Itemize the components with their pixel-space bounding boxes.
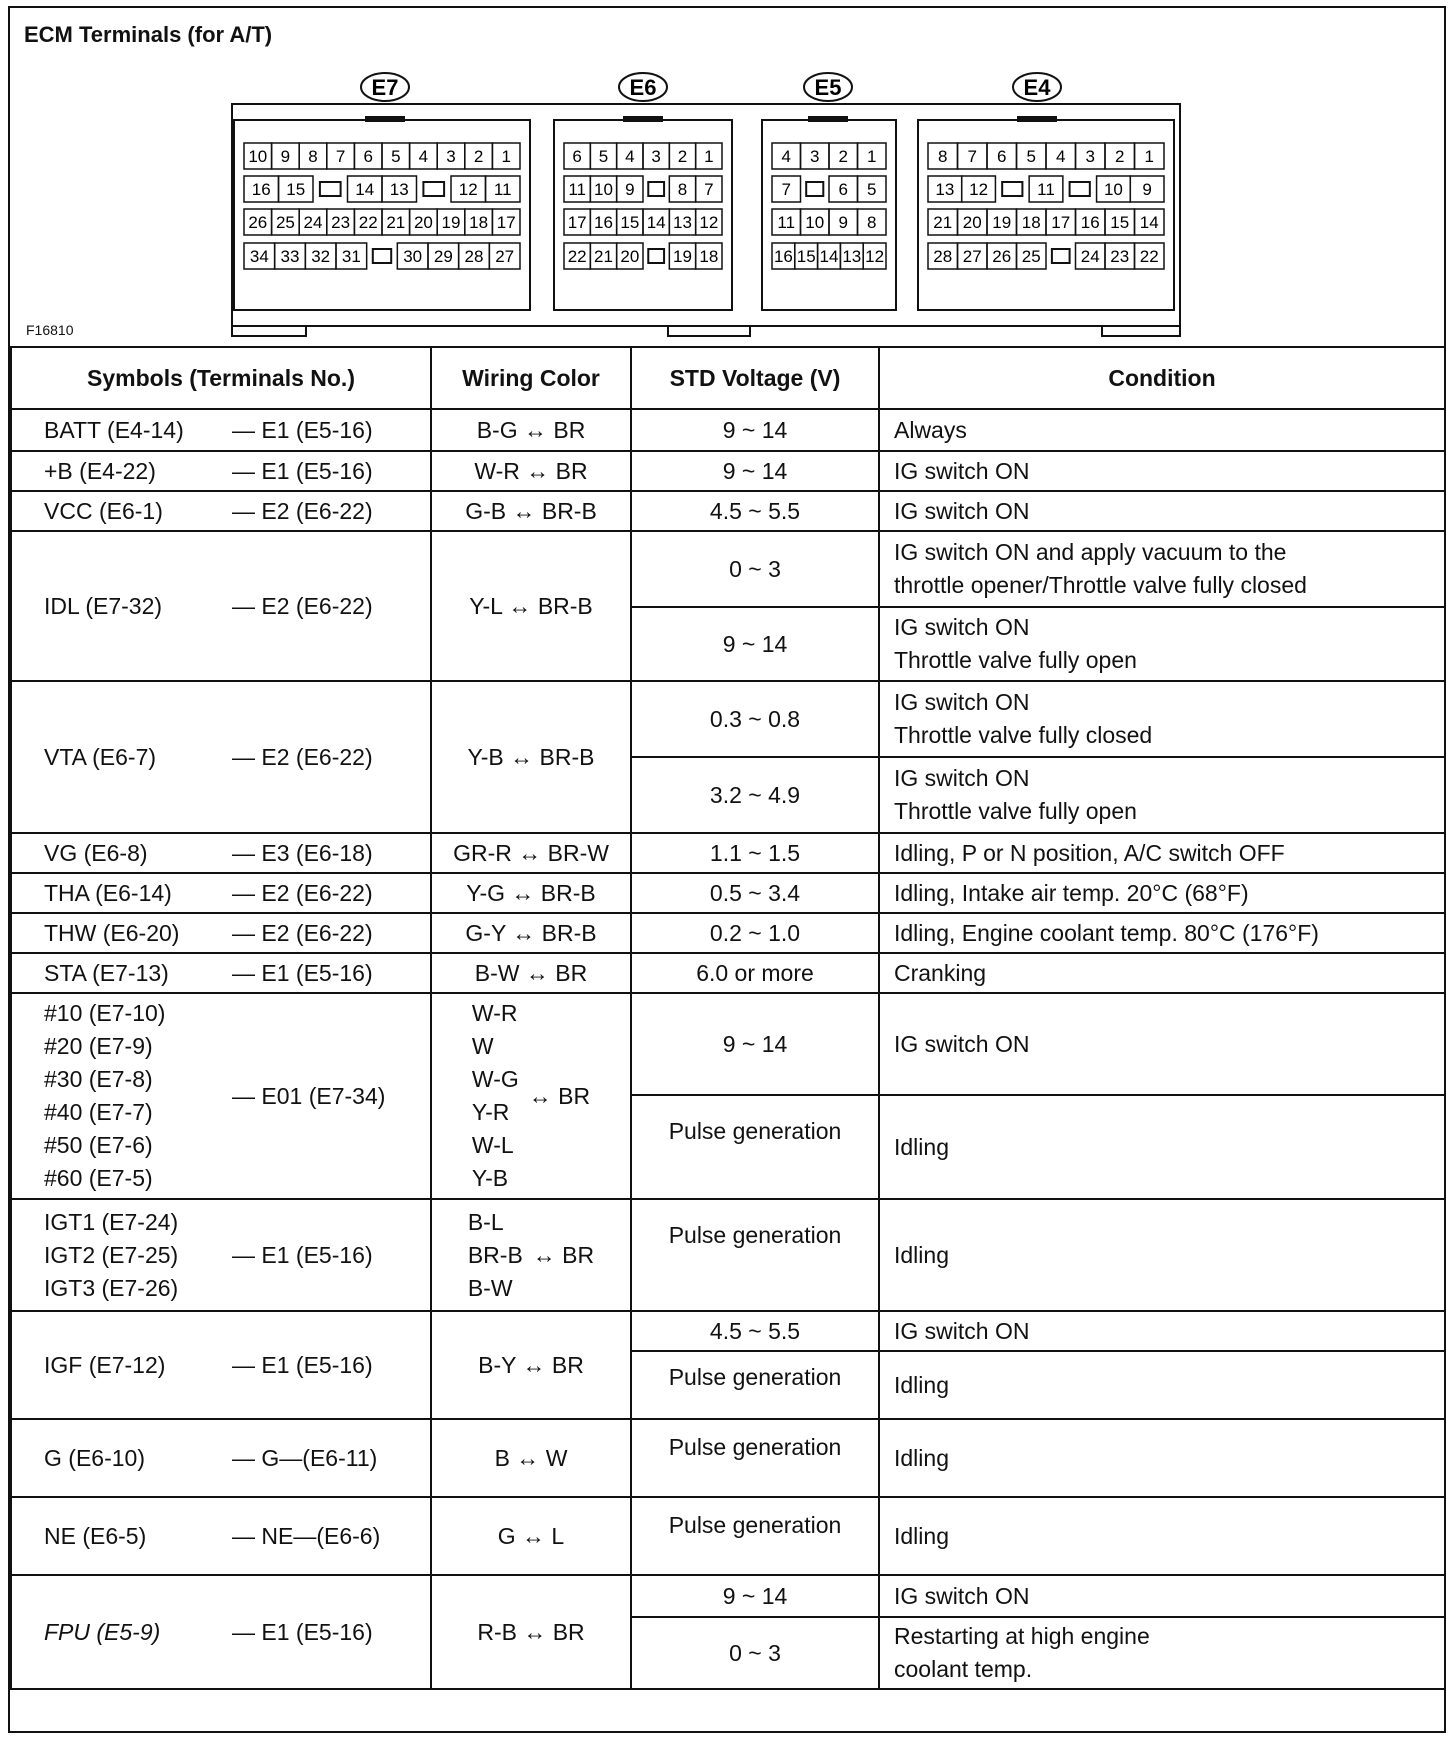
std-voltage-cell (631, 1497, 879, 1575)
symbol-ground: — E01 (E7-34) (232, 1082, 386, 1109)
std-voltage-cell: 0.2 ~ 1.0 (631, 913, 879, 953)
symbol-terminal: IGT1 (E7-24) IGT2 (E7-25) IGT3 (E7-26) (44, 1208, 179, 1301)
condition-cell: IG switch ON (879, 1311, 1445, 1351)
connector-pin-number: 6 (363, 147, 373, 166)
connector-pin-number: 17 (567, 213, 587, 232)
condition-cell: IG switch ON and apply vacuum to the throttle opener/Throttle valve fully closed (879, 531, 1445, 607)
std-voltage-text: Pulse generation (668, 1434, 842, 1460)
connector-pin-number: 17 (496, 213, 516, 232)
std-voltage-text: Pulse generation (668, 1364, 842, 1390)
symbol-terminal: STA (E7-13) (44, 959, 169, 986)
connector-pin-number: 6 (997, 147, 1007, 166)
connector-pin-number: 9 (1142, 180, 1152, 199)
condition-cell: Idling (879, 1095, 1445, 1199)
connector-pin-number: 24 (303, 213, 323, 232)
symbol-cell (11, 833, 431, 873)
connector-pin-number: 5 (598, 147, 609, 166)
symbol-ground: — E2 (E6-22) (232, 743, 373, 770)
connector-pin-number: 19 (441, 213, 461, 232)
connector-pin-number: 28 (933, 247, 953, 266)
condition-cell: IG switch ON (879, 451, 1445, 491)
connector-pin-number: 24 (1080, 247, 1100, 266)
connector-pin-blank (320, 182, 341, 196)
wiring-color-cell: G-B ↔ BR-B (431, 491, 631, 531)
condition-cell: Idling, Engine coolant temp. 80°C (176°F) (879, 913, 1445, 953)
connector-pin-number: 12 (458, 180, 478, 199)
connector-key (365, 116, 405, 122)
connector-pin-number: 2 (838, 147, 848, 166)
wiring-color-cell (431, 1199, 631, 1311)
symbol-ground: — E1 (E5-16) (232, 959, 373, 986)
symbol-cell (11, 451, 431, 491)
table-row (11, 913, 1445, 953)
figure-id: F16810 (26, 322, 74, 338)
connector-pin-number: 19 (673, 247, 692, 266)
condition-cell: IG switch ON (879, 993, 1445, 1095)
symbol-terminal: FPU (E5-9) (44, 1618, 161, 1645)
wiring-color-cell: Y-B ↔ BR-B (431, 681, 631, 833)
connector-pin-number: 25 (275, 213, 295, 232)
connector-pin-number: 23 (331, 213, 351, 232)
table-row (11, 491, 1445, 531)
symbol-cell (11, 873, 431, 913)
std-voltage-cell (631, 1351, 879, 1419)
connector-pin-number: 21 (933, 213, 953, 232)
connector-pin-number: 26 (248, 213, 268, 232)
symbol-cell (11, 1199, 431, 1311)
connector-pin-number: 10 (248, 147, 268, 166)
std-voltage-cell: 9 ~ 14 (631, 993, 879, 1095)
symbol-cell (11, 1575, 431, 1689)
condition-cell: IG switch ON Throttle valve fully open (879, 607, 1445, 681)
connector-pin-blank (648, 249, 664, 263)
connector-pin-number: 11 (568, 180, 586, 199)
connector-latch (232, 326, 306, 336)
table-row (11, 1419, 1445, 1497)
condition-cell: Idling (879, 1419, 1445, 1497)
connector-pin-number: 2 (1115, 147, 1125, 166)
symbol-terminal: G (E6-10) (44, 1444, 145, 1471)
table-row (11, 833, 1445, 873)
connector-pin-number: 2 (473, 147, 484, 166)
connector-pin-number: 15 (796, 247, 816, 266)
connector-pin-number: 10 (1103, 180, 1123, 199)
connector-pin-number: 11 (777, 213, 796, 232)
wiring-color-cell: B-Y ↔ BR (431, 1311, 631, 1419)
connector-pin-number: 3 (651, 147, 661, 166)
connector-pin-number: 15 (620, 213, 640, 232)
connector-pin-number: 22 (358, 213, 378, 232)
connector-pin-number: 12 (969, 180, 989, 199)
table-row (11, 953, 1445, 993)
connector-key (623, 116, 663, 122)
connector-label: E4 (1023, 75, 1051, 100)
symbol-terminal: THA (E6-14) (44, 879, 172, 906)
connector-pin-number: 8 (938, 147, 948, 166)
wiring-color-cell: B-G ↔ BR (431, 409, 631, 451)
symbol-terminal: VG (E6-8) (44, 839, 148, 866)
connector-pin-number: 1 (704, 147, 714, 166)
connector-pin-number: 3 (1085, 147, 1095, 166)
connector-key (1017, 116, 1057, 122)
symbol-cell (11, 993, 431, 1199)
table-row (11, 681, 1445, 757)
connector-pin-number: 4 (418, 147, 429, 166)
connector-pin-number: 4 (781, 147, 791, 166)
connector-pin-number: 30 (403, 247, 423, 266)
wiring-color-cell (431, 993, 631, 1199)
connector-pin-number: 11 (493, 180, 512, 199)
connector-pin-number: 14 (1139, 213, 1159, 232)
std-voltage-cell: 0.3 ~ 0.8 (631, 681, 879, 757)
std-voltage-cell: 9 ~ 14 (631, 1575, 879, 1617)
connector-pin-number: 18 (1021, 213, 1041, 232)
header-condition: Condition (879, 347, 1445, 409)
std-voltage-cell: 1.1 ~ 1.5 (631, 833, 879, 873)
std-voltage-cell: 0 ~ 3 (631, 531, 879, 607)
connector-pin-number: 8 (308, 147, 318, 166)
table-row (11, 873, 1445, 913)
connector-pin-number: 2 (677, 147, 688, 166)
connector-pin-number: 20 (413, 213, 433, 232)
condition-cell: IG switch ON Throttle valve fully open (879, 757, 1445, 833)
std-voltage-text: Pulse generation (668, 1222, 842, 1248)
std-voltage-cell: 0 ~ 3 (631, 1617, 879, 1689)
connector-pin-number: 34 (249, 247, 269, 266)
connector-pin-number: 14 (355, 180, 375, 199)
symbol-cell (11, 953, 431, 993)
connector-pin-number: 25 (1021, 247, 1041, 266)
connector-key (808, 116, 848, 122)
connector-pin-number: 1 (1144, 147, 1154, 166)
connector-pin-number: 28 (464, 247, 484, 266)
condition-cell: Idling (879, 1199, 1445, 1311)
condition-cell: Idling (879, 1497, 1445, 1575)
condition-cell: IG switch ON Throttle valve fully closed (879, 681, 1445, 757)
condition-cell: IG switch ON (879, 1575, 1445, 1617)
connector-pin-number: 22 (567, 247, 587, 266)
connector-label: E6 (629, 75, 657, 100)
connector-pin-number: 15 (286, 180, 306, 199)
connector-diagram (10, 8, 1444, 346)
std-voltage-cell (631, 1419, 879, 1497)
table-row (11, 1199, 1445, 1311)
connector-pin-number: 13 (673, 213, 692, 232)
connector-pin-number: 4 (1056, 147, 1066, 166)
symbol-cell (11, 491, 431, 531)
header-symbols: Symbols (Terminals No.) (11, 347, 431, 409)
connector-pin-number: 5 (1026, 147, 1036, 166)
wiring-color-common: ↔ BR (528, 1082, 591, 1109)
connector-pin-number: 4 (625, 147, 635, 166)
symbol-terminal: THW (E6-20) (44, 919, 180, 946)
std-voltage-cell: 9 ~ 14 (631, 409, 879, 451)
connector-latch (668, 326, 750, 336)
connector-pin-number: 6 (572, 147, 582, 166)
connector-pin-blank (648, 182, 664, 196)
connector-pin-number: 26 (992, 247, 1012, 266)
table-row (11, 451, 1445, 491)
connector-pin-number: 15 (1110, 213, 1130, 232)
connector-pin-number: 13 (935, 180, 955, 199)
condition-cell: Idling, P or N position, A/C switch OFF (879, 833, 1445, 873)
connector-pin-number: 7 (704, 180, 714, 199)
connector-pin-number: 31 (341, 247, 361, 266)
connector-pin-number: 14 (819, 247, 839, 266)
std-voltage-cell (631, 1095, 879, 1199)
connector-pin-number: 1 (501, 147, 511, 166)
table-row (11, 1497, 1445, 1575)
connector-pin-number: 12 (865, 247, 885, 266)
symbol-terminal: VTA (E6-7) (44, 743, 157, 770)
std-voltage-cell: 9 ~ 14 (631, 607, 879, 681)
table-row (11, 1575, 1445, 1617)
connector-pin-number: 18 (469, 213, 489, 232)
wiring-color-cell: R-B ↔ BR (431, 1575, 631, 1689)
wiring-color-cell: G ↔ L (431, 1497, 631, 1575)
connector-pin-number: 11 (1037, 180, 1055, 199)
symbol-terminal: NE (E6-5) (44, 1522, 147, 1549)
symbol-cell (11, 1419, 431, 1497)
connector-pin-number: 7 (335, 147, 346, 166)
connector-diagram-area (10, 8, 1444, 346)
table-row (11, 409, 1445, 451)
symbol-terminal: IDL (E7-32) (44, 592, 163, 619)
connector-pin-number: 16 (251, 180, 271, 199)
wiring-color-cell: G-Y ↔ BR-B (431, 913, 631, 953)
std-voltage-cell: 4.5 ~ 5.5 (631, 1311, 879, 1351)
symbol-ground: — E1 (E5-16) (232, 1241, 373, 1268)
connector-pin-number: 32 (311, 247, 331, 266)
symbol-ground: — E3 (E6-18) (232, 839, 373, 866)
connector-pin-number: 5 (391, 147, 401, 166)
connector-pin-number: 10 (594, 180, 613, 199)
connector-pin-number: 8 (677, 180, 688, 199)
wiring-color-cell: B-W ↔ BR (431, 953, 631, 993)
std-voltage-cell (631, 1199, 879, 1311)
connector-pin-number: 8 (867, 213, 877, 232)
symbol-cell (11, 1497, 431, 1575)
page-title: ECM Terminals (for A/T) (24, 22, 273, 47)
condition-cell: Restarting at high engine coolant temp. (879, 1617, 1445, 1689)
symbol-ground: — E1 (E5-16) (232, 416, 373, 443)
condition-cell: Idling (879, 1351, 1445, 1419)
connector-pin-number: 1 (867, 147, 877, 166)
connector-pin-number: 21 (386, 213, 406, 232)
std-voltage-cell: 9 ~ 14 (631, 451, 879, 491)
symbol-terminal: BATT (E4-14) (44, 416, 184, 443)
connector-pin-number: 17 (1051, 213, 1071, 232)
symbol-ground: — E2 (E6-22) (232, 497, 373, 524)
connector-pin-number: 33 (280, 247, 300, 266)
connector-pin-number: 13 (842, 247, 862, 266)
connector-pin-blank (806, 182, 823, 196)
symbol-terminal: IGF (E7-12) (44, 1351, 166, 1378)
condition-cell: IG switch ON (879, 491, 1445, 531)
connector-pin-number: 14 (646, 213, 666, 232)
symbol-ground: — E2 (E6-22) (232, 919, 373, 946)
ecm-terminal-table (10, 346, 1446, 1690)
document-frame (8, 6, 1446, 1733)
symbol-terminal: +B (E4-22) (44, 457, 156, 484)
connector-pin-number: 23 (1110, 247, 1130, 266)
connector-pin-blank (1002, 182, 1022, 196)
header-wiring-color: Wiring Color (431, 347, 631, 409)
connector-pin-number: 7 (967, 147, 977, 166)
wiring-color-cell: B ↔ W (431, 1419, 631, 1497)
connector-pin-number: 6 (838, 180, 848, 199)
symbol-cell (11, 409, 431, 451)
connector-pin-number: 7 (781, 180, 791, 199)
connector-pin-number: 27 (962, 247, 982, 266)
connector-pin-number: 16 (594, 213, 613, 232)
table-row (11, 1311, 1445, 1351)
wiring-color-cell: W-R ↔ BR (431, 451, 631, 491)
table-row (11, 993, 1445, 1095)
wiring-color-common: ↔ BR (532, 1241, 595, 1268)
std-voltage-cell: 6.0 or more (631, 953, 879, 993)
connector-pin-blank (1070, 182, 1090, 196)
connector-pin-number: 20 (962, 213, 982, 232)
symbol-ground: — E1 (E5-16) (232, 1351, 373, 1378)
connector-latch (1102, 326, 1180, 336)
connector-pin-number: 20 (620, 247, 640, 266)
connector-pin-number: 27 (495, 247, 515, 266)
wiring-color-cell: Y-G ↔ BR-B (431, 873, 631, 913)
wiring-color-list: B-L BR-B B-W (467, 1208, 523, 1301)
connector-pin-number: 13 (389, 180, 409, 199)
connector-pin-number: 18 (699, 247, 719, 266)
symbol-cell (11, 913, 431, 953)
std-voltage-cell: 3.2 ~ 4.9 (631, 757, 879, 833)
connector-pin-blank (373, 249, 391, 263)
std-voltage-text: Pulse generation (668, 1512, 842, 1538)
connector-pin-number: 16 (1080, 213, 1100, 232)
connector-pin-number: 16 (773, 247, 793, 266)
symbol-ground: — E2 (E6-22) (232, 879, 373, 906)
symbol-ground: — E1 (E5-16) (232, 1618, 373, 1645)
table-row (11, 531, 1445, 607)
wiring-color-cell: GR-R ↔ BR-W (431, 833, 631, 873)
symbol-terminal: #10 (E7-10) #20 (E7-9) #30 (E7-8) #40 (E7-7) #50 (E7-6) #60 (E7-5) (44, 1000, 166, 1191)
wiring-color-cell: Y-L ↔ BR-B (431, 531, 631, 681)
header-std-voltage: STD Voltage (V) (631, 347, 879, 409)
symbol-ground: — E1 (E5-16) (232, 457, 373, 484)
connector-pin-blank (1052, 249, 1070, 263)
table-header-row (11, 347, 1445, 409)
connector-pin-number: 12 (699, 213, 719, 232)
connector-pin-number: 22 (1139, 247, 1159, 266)
connector-pin-number: 3 (810, 147, 820, 166)
symbol-ground: — NE—(E6-6) (232, 1522, 381, 1549)
std-voltage-cell: 0.5 ~ 3.4 (631, 873, 879, 913)
condition-cell: Always (879, 409, 1445, 451)
connector-pin-number: 9 (280, 147, 291, 166)
connector-pin-number: 3 (446, 147, 456, 166)
symbol-ground: — E2 (E6-22) (232, 592, 373, 619)
connector-pin-number: 5 (867, 180, 877, 199)
connector-label: E5 (814, 75, 842, 100)
connector-pin-number: 9 (838, 213, 848, 232)
connector-pin-number: 19 (992, 213, 1012, 232)
symbol-terminal: VCC (E6-1) (44, 497, 163, 524)
connector-pin-blank (423, 182, 444, 196)
symbol-cell (11, 531, 431, 681)
wiring-color-list: W-R W W-G Y-R W-L Y-B (471, 1000, 519, 1191)
condition-cell: Cranking (879, 953, 1445, 993)
condition-cell: Idling, Intake air temp. 20°C (68°F) (879, 873, 1445, 913)
symbol-cell (11, 1311, 431, 1419)
connector-pin-number: 29 (433, 247, 453, 266)
connector-label: E7 (371, 75, 399, 100)
connector-pin-number: 9 (625, 180, 635, 199)
connector-pin-number: 10 (805, 213, 825, 232)
connector-pin-number: 21 (594, 247, 613, 266)
symbol-cell (11, 681, 431, 833)
std-voltage-cell: 4.5 ~ 5.5 (631, 491, 879, 531)
std-voltage-text: Pulse generation (668, 1118, 842, 1144)
symbol-ground: — G—(E6-11) (232, 1444, 378, 1471)
